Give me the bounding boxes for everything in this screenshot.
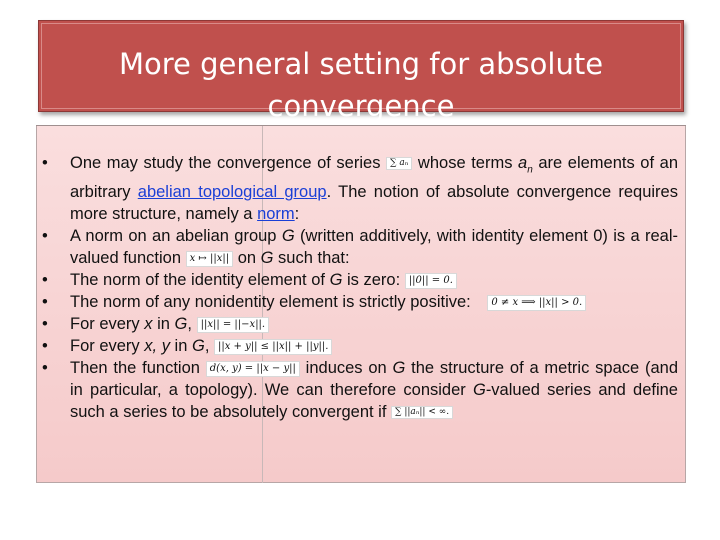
math-metric-image: d(x, y) = ||x − y|| [206, 361, 300, 377]
bullet-item-metric [38, 357, 678, 423]
symbol-g: G [281, 227, 295, 246]
bullet-icon: • [42, 227, 48, 246]
bullet-item-symmetric [38, 313, 678, 335]
bullet-list [38, 152, 678, 423]
bullet-text: For every [70, 337, 145, 356]
bullet-icon: • [42, 359, 48, 378]
symbol-g: G [260, 249, 274, 268]
bullet-text: whose terms [417, 154, 519, 172]
symbol-g: G [191, 337, 205, 356]
abelian-topological-group-link[interactable]: abelian topological group [137, 183, 327, 202]
bullet-text: For every [70, 315, 145, 334]
bullet-text: (written additively, with identity element 0) is a real-valued function [70, 227, 678, 268]
term-a: a [518, 154, 528, 172]
symbol-g: G [392, 359, 406, 378]
title-box [38, 20, 684, 123]
bullet-text: are elements of an arbitrary [70, 154, 678, 202]
norm-link[interactable]: norm [257, 205, 295, 224]
symbol-g: G [174, 315, 188, 334]
symbol-g: G [472, 381, 486, 400]
math-norm-function-image: x ↦ ||x|| [186, 251, 234, 267]
bullet-text: Then the function [70, 359, 200, 378]
bullet-item-series [38, 152, 678, 225]
bullet-item-positive [38, 291, 678, 313]
bullet-text: , [187, 315, 192, 334]
bullet-text: The norm of the identity element of [70, 271, 330, 290]
bullet-item-norm-definition [38, 225, 678, 269]
bullet-icon: • [42, 293, 48, 312]
bullet-icon: • [42, 271, 48, 290]
bullet-text: in [169, 337, 192, 356]
bullet-text: is zero: [342, 271, 401, 290]
math-symmetric-image: ||x|| = ||−x||. [197, 317, 270, 333]
bullet-icon: • [42, 315, 48, 334]
math-positive-image: 0 ≠ x ⟹ ||x|| > 0. [487, 295, 586, 311]
bullet-item-identity-zero [38, 269, 678, 291]
slide-title [39, 43, 683, 127]
bullet-item-triangle [38, 335, 678, 357]
content-top-border [36, 125, 686, 126]
subscript-n: n [527, 164, 533, 176]
symbol-xy: x, y [144, 337, 170, 356]
bullet-text: on [237, 249, 261, 268]
math-series-image: ∑ aₙ [386, 157, 412, 170]
bullet-text: The norm of any nonidentity element is strictly positive: [70, 293, 471, 312]
bullet-text: -valued series and define such a series to be absolutely convergent if [70, 381, 678, 422]
math-absolute-convergence-image: ∑ ||aₙ|| < ∞. [391, 406, 453, 419]
symbol-g: G [329, 271, 343, 290]
math-identity-image: ||0|| = 0. [405, 273, 457, 289]
title-line-2: convergence [267, 89, 455, 123]
bullet-text: in [152, 315, 175, 334]
title-line-1: More general setting for absolute [118, 47, 604, 81]
symbol-x: x [144, 315, 153, 334]
bullet-text: A norm on an abelian group [70, 227, 282, 246]
bullet-icon: • [42, 154, 48, 172]
bullet-text: induces on [305, 359, 393, 378]
bullet-text: : [294, 205, 300, 224]
bullet-text: the structure of a metric space (and in particular, a topology). We can therefore consider [70, 359, 679, 400]
bullet-text: , [204, 337, 210, 356]
math-triangle-image: ||x + y|| ≤ ||x|| + ||y||. [214, 339, 332, 355]
bullet-icon: • [42, 337, 48, 356]
bullet-text: One may study the convergence of series [70, 154, 381, 172]
bullet-text: such that: [273, 249, 350, 268]
bullet-text: . The notion of absolute convergence requires more structure, namely a [70, 183, 678, 224]
